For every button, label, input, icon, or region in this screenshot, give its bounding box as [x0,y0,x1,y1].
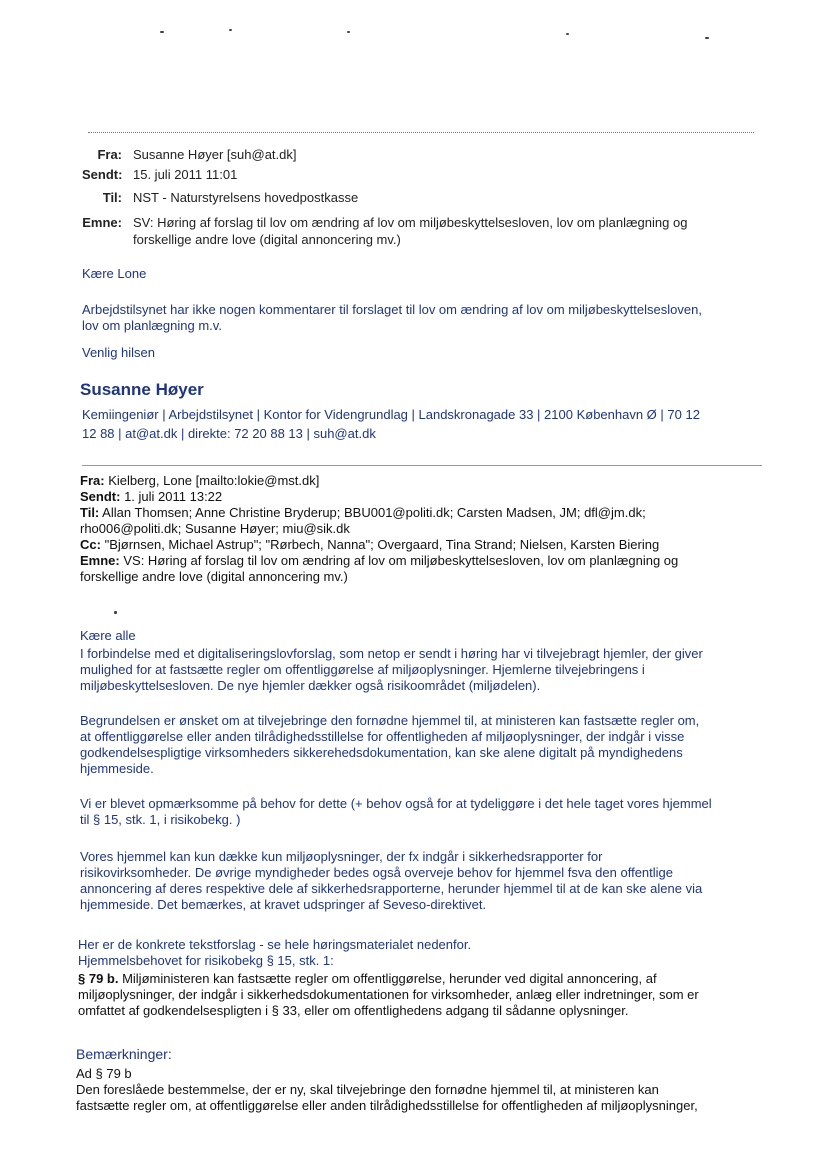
reply-body-line: Arbejdstilsynet har ikke nogen kommentarer til forslaget til lov om ændring af lov om miljøbeskyttelsesloven, [82,302,702,317]
paragraph-line: risikovirksomheder. De øvrige myndigheder bedes også overveje behov for hjemmel fsva den offentlige [80,865,674,880]
remarks-sub: Ad § 79 b [76,1066,132,1081]
signature-line: Kemiingeniør | Arbejdstilsynet | Kontor for Videngrundlag | Landskronagade 33 | 2100 København Ø | 70 12 [82,407,700,422]
paragraph-line: annoncering af deres respektive dele af sikkerhedsrapporterne, herunder hjemmel til at de kan ske alene via [80,881,703,896]
fwd-subject-row-cont: forskellige andre love (digital annoncering mv.) [80,569,348,584]
scan-speck [229,29,232,31]
fwd-cc-label: Cc: [80,537,101,552]
paragraph-line: I forbindelse med et digitaliseringslovforslag, som netop er sendt i høring har vi tilvejebragt hjemler, der giver [80,646,703,661]
fwd-to-value: Allan Thomsen; Anne Christine Bryderup; BBU001@politi.dk; Carsten Madsen, JM; dfl@jm.dk; [102,505,646,520]
fwd-to-label: Til: [80,505,100,520]
from-value: Susanne Høyer [suh@at.dk] [133,147,297,162]
signature-name: Susanne Høyer [80,380,204,399]
scan-speck [160,31,164,33]
paragraph-line: mulighed for at fastsætte regler om offentliggørelse af miljøoplysninger. Hjemlerne tilvejebringens i [80,662,645,677]
paragraph-line: Hjemmelsbehovet for risikobekg § 15, stk. 1: [78,953,334,968]
fwd-to-row [80,505,750,521]
paragraph-line: Vores hjemmel kan kun dække kun miljøoplysninger, der fx indgår i sikkerhedsrapporter for [80,849,603,864]
to-value: NST - Naturstyrelsens hovedpostkasse [133,190,359,205]
paragraph-line: Her er de konkrete tekstforslag - se hele høringsmaterialet nedenfor. [78,937,472,952]
fwd-to-row-cont: rho006@politi.dk; Susanne Høyer; miu@sik.dk [80,521,350,536]
paragraph-line: Begrundelsen er ønsket om at tilvejebringe den fornødne hjemmel til, at ministeren kan fastsætte regler om, [80,713,700,728]
forwarded-header [80,473,750,585]
forward-separator [82,465,762,466]
paragraph-line: at offentliggørelse eller anden tilrådighedsstillelse for offentligheden af miljøoplysninger, der indgår i visse [80,729,685,744]
header-from-row [82,146,762,163]
fwd-sent-label: Sendt: [80,489,121,504]
header-separator [88,132,754,133]
fwd-from-row [80,473,750,489]
paragraph-line: Vi er blevet opmærksomme på behov for dette (+ behov også for at tydeliggøre i det hele taget vores hjemmel [80,796,712,811]
from-label: Fra: [97,147,122,162]
section-line: miljøoplysninger, der indgår i sikkerhedsdokumentationen for virksomheder, anlæg eller indretninger, som er [78,987,699,1002]
sent-label: Sendt: [82,167,123,182]
section-text: Miljøministeren kan fastsætte regler om offentliggørelse, herunder ved digital annoncering, af [118,971,657,986]
fwd-subject-label: Emne: [80,553,120,568]
fwd-from-label: Fra: [80,473,105,488]
subject-label: Emne: [82,215,122,230]
paragraph-line: miljøbeskyttelsesloven. De nye hjemler dækker også risikoområdet (miljødelen). [80,678,541,693]
letter-greeting: Kære alle [80,628,136,643]
scan-speck [566,33,569,35]
section-ref: § 79 b. [78,971,119,986]
letter-paragraph-1 [80,646,760,694]
fwd-from-value: Kielberg, Lone [mailto:lokie@mst.dk] [108,473,320,488]
signature-line: 12 88 | at@at.dk | direkte: 72 20 88 13 | suh@at.dk [82,426,376,441]
subject-line: SV: Høring af forslag til lov om ændring af lov om miljøbeskyttelsesloven, lov om planlægning og [133,215,688,230]
paragraph-line: godkendelsespligtige virksomheders sikkerehedsdokumentation, kan ske alene digitalt på myndighedens [80,745,683,760]
remarks-heading: Bemærkninger: [76,1046,172,1062]
paragraph-line: hjemmeside. Det bemærkes, at kravet udspringer af Seveso-direktivet. [80,897,487,912]
letter-paragraph-5 [78,937,758,969]
sent-value: 15. juli 2011 11:01 [133,167,238,182]
to-label: Til: [102,190,122,205]
fwd-sent-value: 1. juli 2011 13:22 [124,489,223,504]
section-line: omfattet af godkendelsespligten i § 33, eller om offentlighedens adgang til sådanne oplysninger. [78,1003,629,1018]
scan-speck [705,37,709,39]
paragraph-line: til § 15, stk. 1, i risikobekg. ) [80,812,241,827]
remarks-line: Den foreslåede bestemmelse, der er ny, skal tilvejebringe den fornødne hjemmel til, at ministeren kan [76,1082,659,1097]
subject-line: forskellige andre love (digital annoncering mv.) [133,232,401,247]
fwd-sent-row [80,489,750,505]
fwd-cc-row [80,537,750,553]
top-email-header [82,146,762,246]
fwd-subject-row [80,553,750,569]
remarks-line: fastsætte regler om, at offentliggørelse eller anden tilrådighedsstillelse for offentligheden af miljøoplysninger, [76,1098,698,1113]
reply-greeting: Kære Lone [82,266,147,281]
subject-value [133,214,733,248]
reply-body-line: lov om planlægning m.v. [82,318,222,333]
header-subject-row [82,214,762,248]
section-line [78,971,758,987]
letter-paragraph-2 [80,713,760,777]
scan-speck [114,611,117,614]
scan-speck [347,31,350,33]
signature-details [82,405,762,443]
letter-paragraph-4 [80,849,760,913]
fwd-subject-value: VS: Høring af forslag til lov om ændring af lov om miljøbeskyttelsesloven, lov om planlægning og [123,553,679,568]
header-to-row [82,189,762,206]
paragraph-line: hjemmeside. [80,761,154,776]
header-sent-row [82,166,762,183]
reply-closing: Venlig hilsen [82,345,155,360]
letter-paragraph-3 [80,796,760,828]
section-79b [78,971,758,1019]
reply-body [82,302,762,334]
remarks-body [76,1066,766,1114]
fwd-cc-value: "Bjørnsen, Michael Astrup"; "Rørbech, Nanna"; Overgaard, Tina Strand; Nielsen, Karsten Biering [104,537,660,552]
